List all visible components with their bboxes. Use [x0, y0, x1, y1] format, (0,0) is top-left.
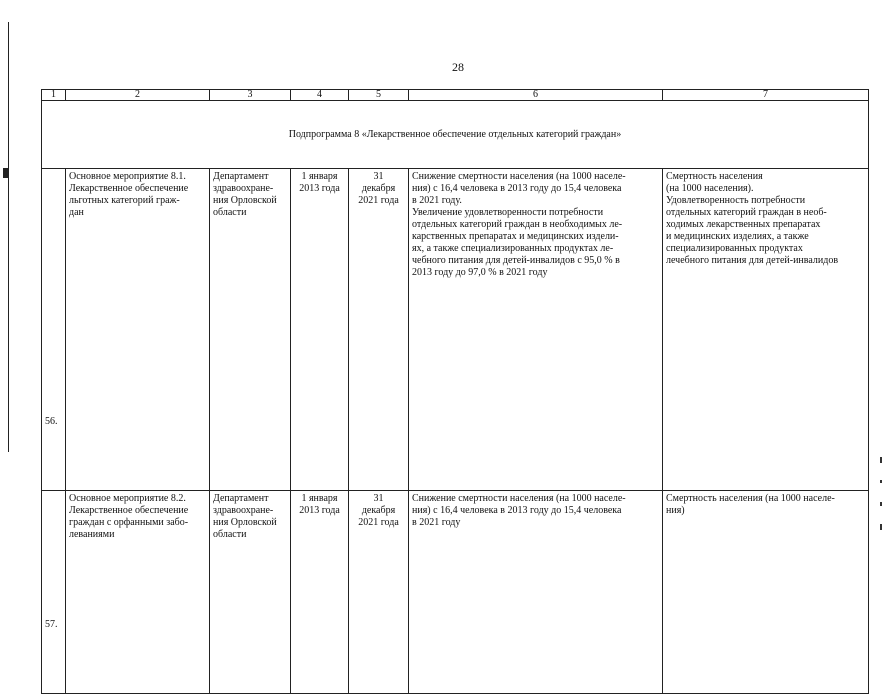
row-number: 57. — [42, 491, 66, 694]
program-table — [41, 89, 869, 694]
subprogram-title: Подпрограмма 8 «Лекарственное обеспечение отдельных категорий граждан» — [42, 101, 869, 169]
column-number: 1 — [42, 90, 66, 101]
row-number: 56. — [42, 169, 66, 491]
column-number: 4 — [291, 90, 349, 101]
column-number: 2 — [66, 90, 210, 101]
subprogram-row — [42, 101, 869, 169]
event-cell: Основное мероприятие 8.2. Лекарственное обеспечение граждан с орфанными забо- леваниями — [66, 491, 210, 694]
column-number-row — [42, 90, 869, 101]
column-number: 5 — [349, 90, 409, 101]
executor-cell: Департамент здравоохране- ния Орловской области — [210, 169, 291, 491]
page-number: 28 — [452, 60, 464, 74]
expected-result-cell: Снижение смертности населения (на 1000 населе- ния) с 16,4 человека в 2013 году до 15,4 человека в 2021 году — [409, 491, 663, 694]
table-row — [42, 169, 869, 491]
indicator-cell: Смертность населения (на 1000 населения). Удовлетворенность потребности отдельных категорий граждан в необ- ходимых лекарственных препаратах и медицинских изделиях, а также специализированных продуктах лечебного питания для детей-инвалидов — [663, 169, 869, 491]
column-number: 6 — [409, 90, 663, 101]
end-date-cell: 31 декабря 2021 года — [349, 169, 409, 491]
start-date-cell: 1 января 2013 года — [291, 169, 349, 491]
indicator-cell: Смертность населения (на 1000 населе- ния) — [663, 491, 869, 694]
end-date-cell: 31 декабря 2021 года — [349, 491, 409, 694]
column-number: 3 — [210, 90, 291, 101]
table-row — [42, 491, 869, 694]
event-cell: Основное мероприятие 8.1. Лекарственное обеспечение льготных категорий граж- дан — [66, 169, 210, 491]
start-date-cell: 1 января 2013 года — [291, 491, 349, 694]
column-number: 7 — [663, 90, 869, 101]
scan-artifact-mark — [3, 168, 9, 178]
scan-border-line — [8, 22, 9, 452]
executor-cell: Департамент здравоохране- ния Орловской области — [210, 491, 291, 694]
expected-result-cell: Снижение смертности населения (на 1000 населе- ния) с 16,4 человека в 2013 году до 15,4 человека в 2021 году. Увеличение удовлетворенности потребности отдельных категорий граждан в необходимых ле- карственных препаратах и медицинских издели- ях, а также специализированных продуктах ле- чебного питания для детей-инвалидов с 95,0 % в 2013 году до 97,0 % в 2021 году — [409, 169, 663, 491]
